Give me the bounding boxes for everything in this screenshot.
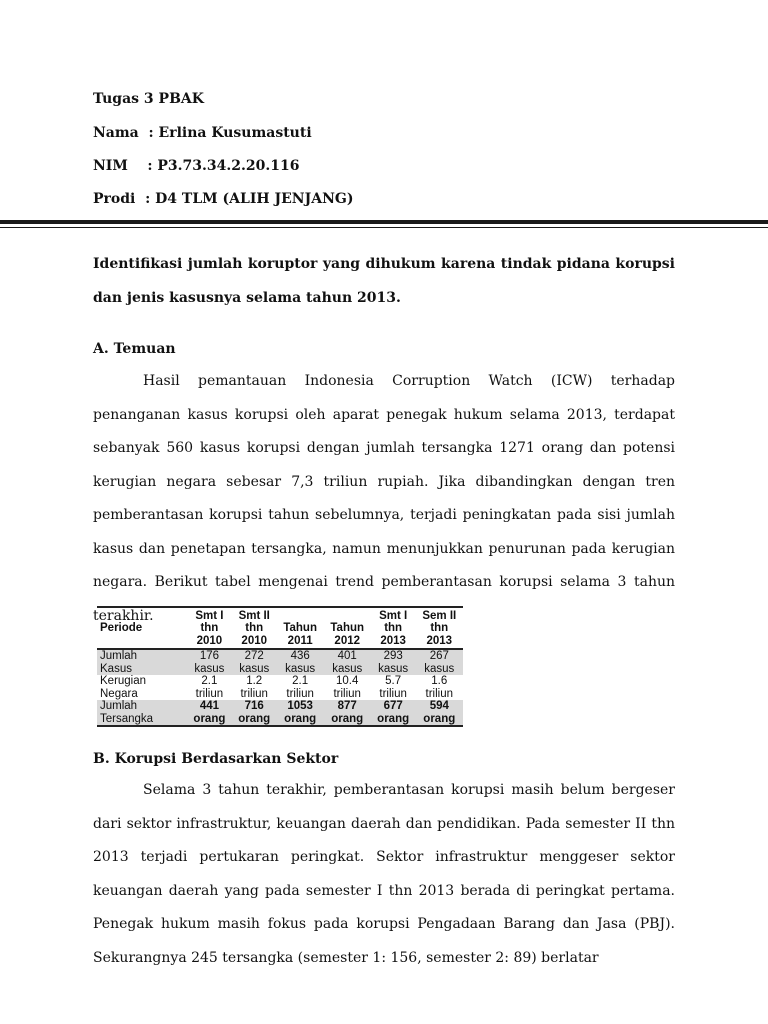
section-b-heading: B. Korupsi Berdasarkan Sektor xyxy=(93,751,339,767)
table-cell: 594 orang xyxy=(416,700,463,726)
header-col-3: Tahun 2011 xyxy=(283,622,317,647)
student-nim: NIM : P3.73.34.2.20.116 xyxy=(93,158,300,174)
table-cell: 293 kasus xyxy=(371,649,416,675)
table-cell: 401 kasus xyxy=(324,649,371,675)
table-header-row xyxy=(97,609,463,649)
row-label: Jumlah Kasus xyxy=(97,649,187,675)
study-program: Prodi : D4 TLM (ALIH JENJANG) xyxy=(93,191,354,207)
section-b-text: Selama 3 tahun terakhir, pemberantasan korupsi masih belum bergeser dari sektor infrastruktur, keuangan daerah dan pendidikan. Pada semester II thn 2013 terjadi pertukaran peringkat. Sektor infrastruktur menggeser sektor keuangan daerah yang pada semester I thn 2013 berada di peringkat pertama. Penegak hukum masih fokus pada korupsi Pengadaan Barang dan Jasa (PBJ). Sekurangnya 245 tersangka (semester 1: 156, semester 2: 89) berlatar xyxy=(93,782,675,966)
table-cell: 272 kasus xyxy=(232,649,277,675)
table-cell: 677 orang xyxy=(371,700,416,726)
table-cell: 176 kasus xyxy=(187,649,232,675)
table-cell: 1053 orang xyxy=(277,700,324,726)
header-divider-thin xyxy=(0,227,768,228)
header-col-4: Tahun 2012 xyxy=(330,622,365,647)
row-label: Kerugian Negara xyxy=(100,675,147,700)
table-cell: 436 kasus xyxy=(277,649,324,675)
table-cell: 267 kasus xyxy=(416,649,463,675)
assignment-title: Tugas 3 PBAK xyxy=(93,91,204,107)
section-a-paragraph xyxy=(93,365,675,633)
header-col-6: Sem II thn 2013 xyxy=(422,609,457,647)
table-cell: 2.1 triliun xyxy=(195,675,224,700)
table-cell: 5.7 triliun xyxy=(379,675,407,700)
table-cell: 2.1 triliun xyxy=(286,675,314,700)
section-a-text: Hasil pemantauan Indonesia Corruption Watch (ICW) terhadap penanganan kasus korupsi oleh aparat penegak hukum selama 2013, terdapat sebanyak 560 kasus korupsi dengan jumlah tersangka 1271 orang dan potensi kerugian negara sebesar 7,3 triliun rupiah. Jika dibandingkan dengan tren pemberantasan korupsi tahun sebelumnya, terjadi peningkatan pada sisi jumlah kasus dan penetapan tersangka, namun menunjukkan penurunan pada kerugian negara. Berikut tabel mengenai trend pemberantasan korupsi selama 3 tahun terakhir. xyxy=(93,373,675,624)
table-cell: 1.6 triliun xyxy=(425,675,454,700)
table-cell: 1.2 triliun xyxy=(240,675,268,700)
section-b-paragraph xyxy=(93,774,675,975)
header-col-2: Smt II thn 2010 xyxy=(238,609,270,647)
corruption-trend-table xyxy=(97,609,463,727)
student-name: Nama : Erlina Kusumastuti xyxy=(93,125,312,141)
document-title: Identifikasi jumlah koruptor yang dihukum karena tindak pidana korupsi dan jenis kasusnya selama tahun 2013. xyxy=(93,256,675,306)
header-col-5: Smt I thn 2013 xyxy=(379,609,408,647)
section-a-heading: A. Temuan xyxy=(93,341,176,357)
table-cell: 716 orang xyxy=(232,700,277,726)
header-col-1: Smt I thn 2010 xyxy=(195,609,224,647)
header-divider-thick xyxy=(0,220,768,224)
table-cell: 441 orang xyxy=(187,700,232,726)
table-row xyxy=(97,649,463,675)
table-top-border xyxy=(97,606,463,608)
table-row xyxy=(97,675,463,700)
row-label: Jumlah Tersangka xyxy=(97,700,187,726)
table-row xyxy=(97,700,463,726)
table-cell: 877 orang xyxy=(324,700,371,726)
header-periode: Periode xyxy=(100,622,143,635)
table-cell: 10.4 triliun xyxy=(333,675,361,700)
